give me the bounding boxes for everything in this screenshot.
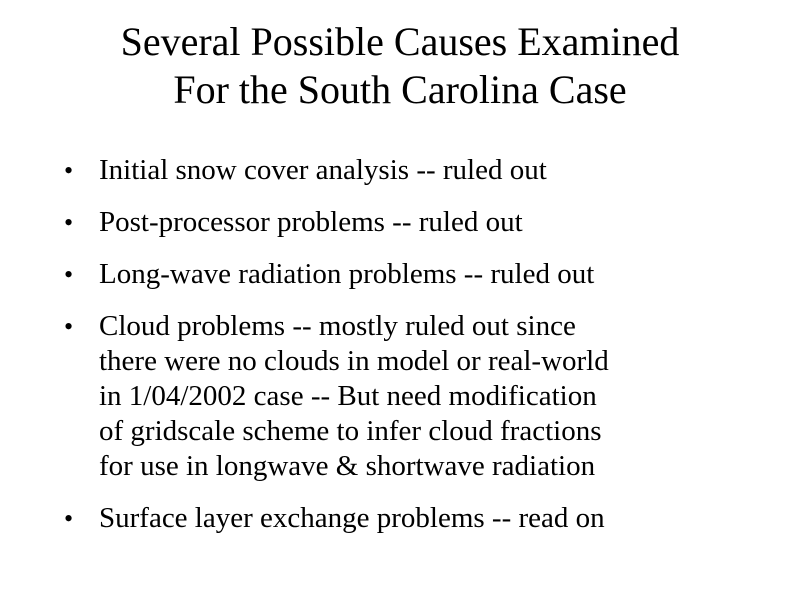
bullet-item (62, 501, 762, 536)
bullet-dot-icon: • (64, 208, 74, 237)
bullet-item (62, 205, 762, 240)
slide-title (0, 18, 800, 114)
bullet-dot-icon: • (64, 312, 74, 341)
title-line: For the South Carolina Case (173, 67, 627, 112)
bullet-text-line: Cloud problems -- mostly ruled out since (99, 310, 576, 342)
bullet-text-line: of gridscale scheme to infer cloud fractions (99, 415, 602, 447)
bullet-text: Initial snow cover analysis -- ruled out (99, 154, 547, 186)
bullet-item (62, 309, 762, 484)
bullet-dot-icon: • (64, 156, 74, 185)
bullet-text: Post-processor problems -- ruled out (99, 206, 523, 238)
title-line: Several Possible Causes Examined (120, 19, 680, 64)
bullet-item (62, 153, 762, 188)
bullet-dot-icon: • (64, 260, 74, 289)
bullet-text: Long-wave radiation problems -- ruled out (99, 258, 595, 290)
bullet-text: Surface layer exchange problems -- read on (99, 502, 605, 534)
bullet-dot-icon: • (64, 504, 74, 533)
bullet-text-line: in 1/04/2002 case -- But need modification (99, 380, 597, 412)
bullet-item (62, 257, 762, 292)
bullet-list (62, 153, 762, 553)
bullet-text-line: there were no clouds in model or real-world (99, 345, 609, 377)
bullet-text-line: for use in longwave & shortwave radiation (99, 450, 596, 482)
